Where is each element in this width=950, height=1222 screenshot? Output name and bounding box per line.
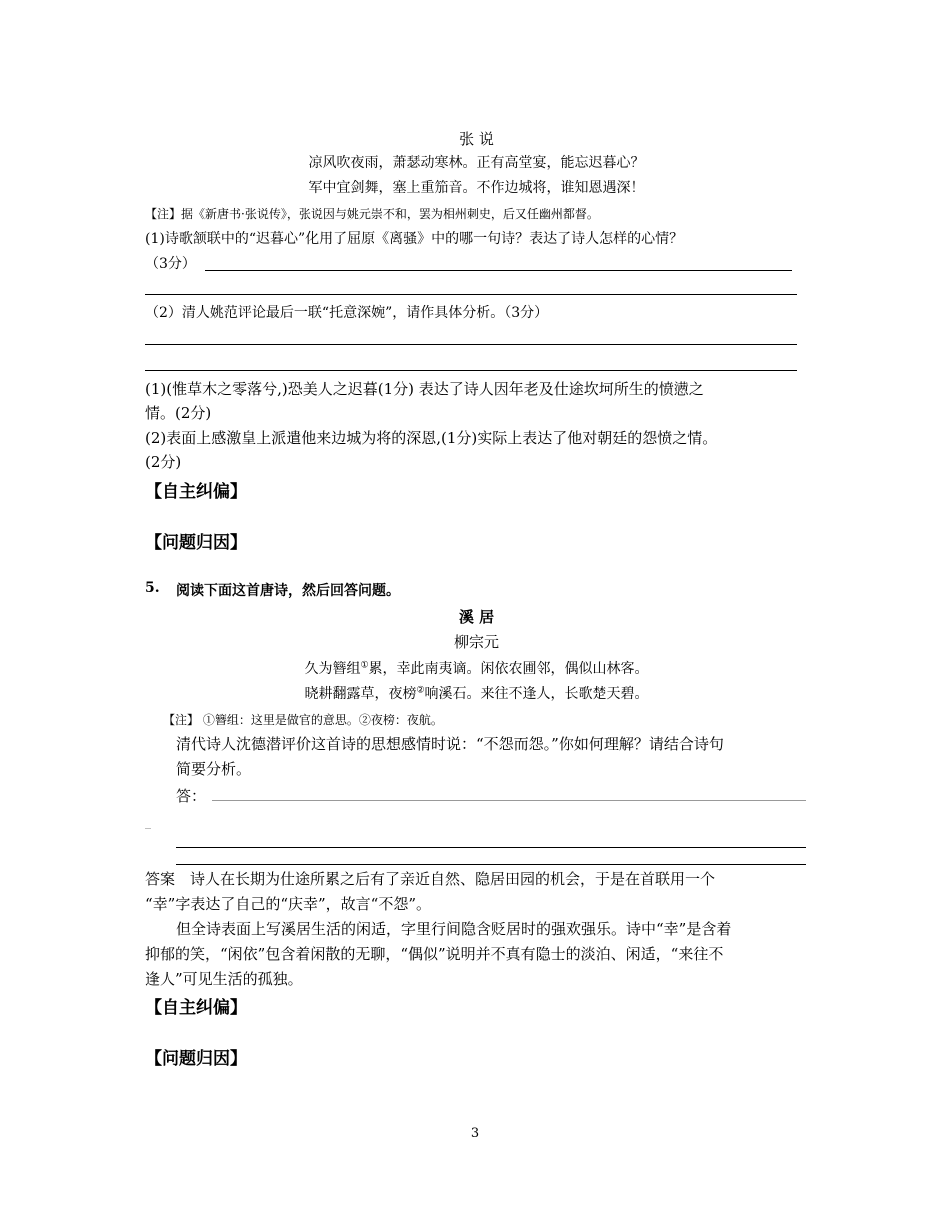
answer-text: 逢人”可见生活的孤独。 [145,970,303,988]
dash-mark: _ [145,815,151,829]
question-1-score: （3分） [145,256,196,272]
poem-title: 溪 居 [458,608,495,626]
poem-author: 张 说 [459,130,494,148]
section-problem-cause: 【问题归因】 [145,1049,247,1069]
question-text: 清代诗人沈德潜评价这首诗的思想感情时说：“不怨而怨。”你如何理解？请结合诗句 [176,735,724,753]
poem-line: 凉风吹夜雨，萧瑟动寒林。正有高堂宴，能忘迟暮心？ [308,155,645,171]
answer-line [145,370,797,371]
section-self-correct: 【自主纠偏】 [145,998,247,1018]
answer-text: 情。(2分) [145,404,212,422]
answer-text: (2分) [145,453,182,471]
question-instruction: 阅读下面这首唐诗，然后回答问题。 [176,583,400,599]
footnote-marker: ② [416,685,425,696]
question-1: (1)诗歌颔联中的“迟暮心”化用了屈原《离骚》中的哪一句诗？表达了诗人怎样的心情？ [145,231,684,247]
footnote-marker: ① [360,660,369,671]
answer-text: 抑郁的笑，“闲依”包含着闲散的无聊，“偶似”说明并不真有隐士的淡泊、闲适，“来往不 [145,945,724,963]
page-number: 3 [470,1126,480,1141]
answer-text: (2)表面上感激皇上派遣他来边城为将的深恩,(1分)实际上表达了他对朝廷的怨愤之情。 [145,429,718,447]
poem-line [145,658,808,678]
answer-line [176,847,806,848]
answer-label: 答： [176,787,207,805]
question-text: 简要分析。 [176,760,252,778]
poem-text: 久为簪组 [304,661,361,677]
poem-line [145,683,808,703]
answer-line [176,864,806,865]
poem-note: 【注】 ①簪组：这里是做官的意思。②夜榜：夜航。 [163,713,443,727]
section-self-correct: 【自主纠偏】 [145,482,247,502]
poem-text: 响溪石。来往不逢人，长歌楚天碧。 [424,686,649,702]
question-2: （2）清人姚范评论最后一联“托意深婉”，请作具体分析。（3分） [145,305,549,321]
poem-note: 【注】据《新唐书·张说传》，张说因与姚元崇不和，罢为相州刺史，后又任幽州都督。 [145,207,599,221]
answer-line [212,800,806,801]
answer-text: “幸”字表达了自己的“庆幸”，故言“不怨”。 [145,895,432,913]
answer-text: 答案 诗人在长期为仕途所累之后有了亲近自然、隐居田园的机会，于是在首联用一个 [145,870,716,888]
poem-text: 累，幸此南夷谪。闲依农圃邻，偶似山林客。 [368,661,649,677]
answer-line [205,270,792,271]
answer-line [145,294,797,295]
question-number: 5. [145,580,160,596]
section-problem-cause: 【问题归因】 [145,533,247,553]
poem-author: 柳宗元 [453,633,499,651]
answer-line [145,344,797,345]
answer-text: (1)(惟草木之零落兮,)恐美人之迟暮(1分) 表达了诗人因年老及仕途坎坷所生的愤懑之 [145,380,704,398]
answer-text: 但全诗表面上写溪居生活的闲适，字里行间隐含贬居时的强欢强乐。诗中“幸”是含着 [176,920,732,938]
poem-line: 军中宜剑舞，塞上重笳音。不作边城将，谁知恩遇深！ [308,180,645,196]
poem-text: 晓耕翻露草，夜榜 [304,686,417,702]
